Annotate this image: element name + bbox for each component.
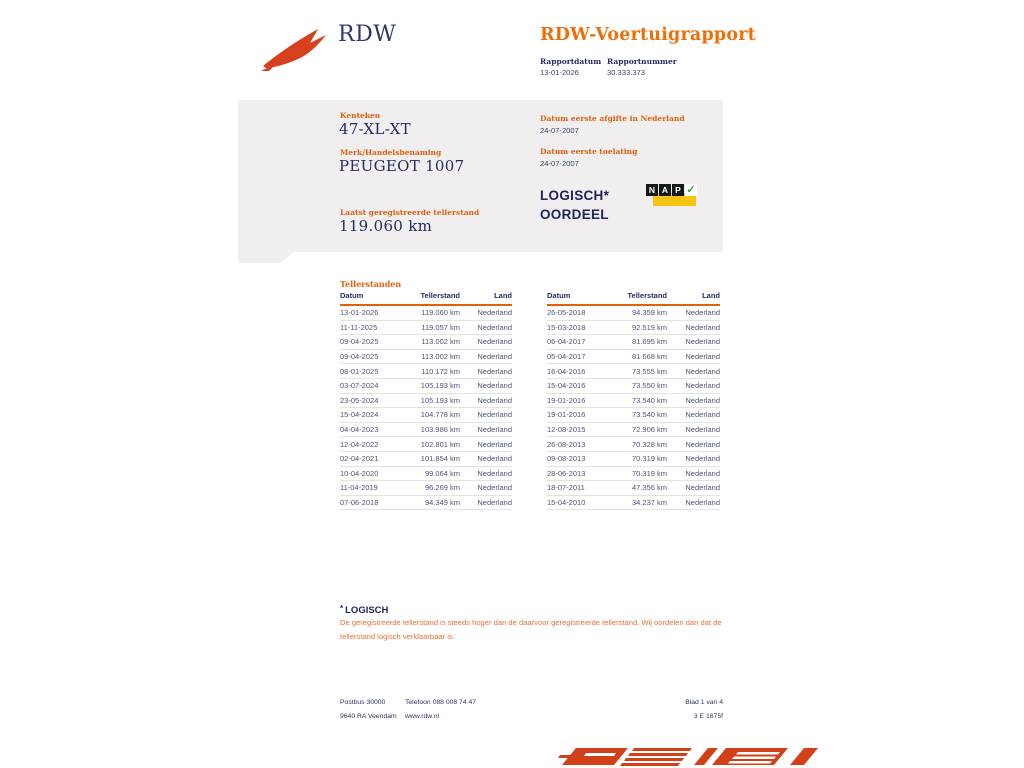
rdw-stripes-graphic-icon xyxy=(542,744,824,768)
table-header-row xyxy=(547,291,720,306)
table-row xyxy=(340,496,512,511)
table-cell: 19-01-2016 xyxy=(547,395,586,405)
table-row xyxy=(547,496,720,511)
table-cell: 13-01-2026 xyxy=(340,308,379,318)
table-cell: 15-04-2016 xyxy=(547,381,586,391)
tellerstanden-table-right xyxy=(547,291,720,510)
table-cell: 04-04-2023 xyxy=(340,425,379,435)
footer-form-number: 3 E 1675f xyxy=(693,713,723,720)
table-row xyxy=(547,321,720,336)
report-date-value: 13-01-2026 xyxy=(540,68,579,77)
table-cell: 09-04-2025 xyxy=(340,352,379,362)
table-cell: 26-08-2013 xyxy=(547,439,586,449)
table-row xyxy=(340,364,512,379)
footer-address-line2: 9640 RA Veendam xyxy=(340,713,397,720)
table-row xyxy=(340,423,512,438)
table-cell: 11-11-2025 xyxy=(340,322,378,332)
table-cell: 34.237 km xyxy=(631,498,667,508)
table-cell: Nederland xyxy=(477,308,512,318)
table-cell: 26-05-2018 xyxy=(547,308,586,318)
table-cell: 12-08-2015 xyxy=(547,425,586,435)
table-row xyxy=(340,394,512,409)
table-row xyxy=(547,335,720,350)
table-cell: Nederland xyxy=(477,381,512,391)
table-cell: Nederland xyxy=(477,425,512,435)
table-cell: Nederland xyxy=(477,454,512,464)
table-cell: Nederland xyxy=(477,322,512,332)
table-cell: Nederland xyxy=(685,395,720,405)
report-date-label: Rapportdatum xyxy=(540,57,602,66)
table-cell: Nederland xyxy=(685,468,720,478)
table-body xyxy=(547,306,720,510)
nap-letter-n: N xyxy=(646,184,658,196)
table-cell: 70.319 km xyxy=(631,454,667,464)
footnote-asterisk: * xyxy=(340,604,344,613)
table-row xyxy=(547,394,720,409)
table-cell: 73.555 km xyxy=(631,366,667,376)
table-cell: Nederland xyxy=(477,483,512,493)
table-row xyxy=(340,408,512,423)
table-row xyxy=(547,350,720,365)
table-cell: 23-05-2024 xyxy=(340,395,379,405)
table-cell: 06-04-2017 xyxy=(547,337,586,347)
eerste-afgifte-label: Datum eerste afgifte in Nederland xyxy=(540,114,685,123)
table-cell: Nederland xyxy=(477,468,512,478)
table-cell: 70.328 km xyxy=(631,439,667,449)
table-cell: 104.778 km xyxy=(420,410,460,420)
brand-text: RDW xyxy=(338,22,397,47)
table-cell: 105.193 km xyxy=(420,381,460,391)
table-cell: 81.695 km xyxy=(631,337,667,347)
table-cell: 110.172 km xyxy=(421,366,460,376)
table-cell: Nederland xyxy=(685,352,720,362)
oordeel-line1: LOGISCH* xyxy=(540,188,610,203)
eerste-toelating-value: 24-07-2007 xyxy=(540,159,579,168)
table-cell: 15-03-2018 xyxy=(547,322,586,332)
table-row xyxy=(340,437,512,452)
eerste-afgifte-value: 24-07-2007 xyxy=(540,126,579,135)
table-cell: 10-04-2020 xyxy=(340,468,379,478)
table-row xyxy=(340,350,512,365)
nap-letter-p: P xyxy=(672,184,684,196)
table-cell: Nederland xyxy=(477,410,512,420)
footer-website: www.rdw.nl xyxy=(405,713,439,720)
table-cell: Nederland xyxy=(685,483,720,493)
nap-check-icon: ✓ xyxy=(686,184,696,196)
table-cell: 119.060 km xyxy=(421,308,460,318)
footnote-text: De geregistreerde tellerstand is steeds hoger dan de daarvoor geregistreerde tellerstand. Wij oordelen dan dat de tellerstand logisch verklaarbaar is. xyxy=(340,618,722,641)
report-number-label: Rapportnummer xyxy=(607,57,677,66)
table-cell: 99.064 km xyxy=(424,468,460,478)
table-cell: Nederland xyxy=(685,308,720,318)
table-row xyxy=(547,379,720,394)
footnote-title-text: LOGISCH xyxy=(345,605,389,616)
table-row xyxy=(340,467,512,482)
report-number-value: 30.333.373 xyxy=(607,68,646,77)
table-cell: Nederland xyxy=(685,498,720,508)
table-row xyxy=(547,364,720,379)
kenteken-value: 47-XL-XT xyxy=(339,120,411,138)
column-header-land: Land xyxy=(702,291,720,300)
eerste-toelating-label: Datum eerste toelating xyxy=(540,147,638,156)
table-cell: 119.057 km xyxy=(421,322,460,332)
table-row xyxy=(340,379,512,394)
column-header-tellerstand: Tellerstand xyxy=(627,291,667,300)
footnote-title xyxy=(340,604,388,616)
table-cell: Nederland xyxy=(477,366,512,376)
table-cell: 47.356 km xyxy=(631,483,667,493)
table-cell: 09-04-2025 xyxy=(340,337,379,347)
table-cell: 103.986 km xyxy=(420,425,460,435)
table-cell: 19-01-2016 xyxy=(547,410,586,420)
column-header-datum: Datum xyxy=(340,291,364,300)
table-cell: 92.519 km xyxy=(631,322,667,332)
merk-value: PEUGEOT 1007 xyxy=(339,157,465,175)
column-header-land: Land xyxy=(494,291,512,300)
table-row xyxy=(547,452,720,467)
table-row xyxy=(340,321,512,336)
column-header-datum: Datum xyxy=(547,291,571,300)
tellerstanden-section-title: Tellerstanden xyxy=(340,279,402,289)
table-cell: 73.540 km xyxy=(631,410,667,420)
table-cell: 03-07-2024 xyxy=(340,381,379,391)
table-cell: 94.349 km xyxy=(424,498,460,508)
table-cell: 113.002 km xyxy=(421,352,460,362)
laatste-tellerstand-value: 119.060 km xyxy=(339,217,433,235)
table-row xyxy=(340,306,512,321)
table-row xyxy=(340,452,512,467)
table-cell: Nederland xyxy=(477,352,512,362)
table-row xyxy=(340,481,512,496)
table-cell: 73.550 km xyxy=(631,381,667,391)
table-row xyxy=(547,408,720,423)
table-cell: 11-04-2019 xyxy=(340,483,378,493)
merk-label: Merk/Handelsbenaming xyxy=(340,148,442,157)
table-cell: 72.906 km xyxy=(631,425,667,435)
table-body xyxy=(340,306,512,510)
table-cell: Nederland xyxy=(477,439,512,449)
table-cell: 102.801 km xyxy=(420,439,460,449)
table-cell: 101.854 km xyxy=(420,454,460,464)
table-cell: 18-07-2011 xyxy=(547,483,585,493)
table-cell: 15-04-2024 xyxy=(340,410,379,420)
table-cell: 07-06-2018 xyxy=(340,498,379,508)
table-cell: 113.002 km xyxy=(421,337,460,347)
table-row xyxy=(547,467,720,482)
nap-letter-a: A xyxy=(659,184,671,196)
table-row xyxy=(547,481,720,496)
footer-phone: Telefoon 088 008 74 47 xyxy=(405,699,477,706)
table-cell: Nederland xyxy=(685,366,720,376)
table-cell: Nederland xyxy=(685,381,720,391)
table-cell: Nederland xyxy=(685,337,720,347)
footer-page-indicator: Blad 1 van 4 xyxy=(685,699,723,706)
tellerstanden-table-left xyxy=(340,291,512,510)
table-cell: 16-04-2016 xyxy=(547,366,586,376)
table-cell: Nederland xyxy=(477,337,512,347)
table-cell: 96.269 km xyxy=(424,483,460,493)
table-row xyxy=(340,335,512,350)
nap-logo xyxy=(646,184,698,207)
table-cell: 70.319 km xyxy=(631,468,667,478)
table-cell: 105.193 km xyxy=(420,395,460,405)
table-cell: Nederland xyxy=(477,498,512,508)
table-cell: Nederland xyxy=(685,454,720,464)
page-title: RDW-Voertuigrapport xyxy=(540,25,756,45)
rdw-wing-logo-icon xyxy=(260,25,330,71)
column-header-tellerstand: Tellerstand xyxy=(420,291,460,300)
table-cell: 28-06-2013 xyxy=(547,468,586,478)
table-cell: 73.540 km xyxy=(631,395,667,405)
table-cell: Nederland xyxy=(685,322,720,332)
table-cell: 05-04-2017 xyxy=(547,352,586,362)
table-row xyxy=(547,306,720,321)
table-cell: Nederland xyxy=(685,425,720,435)
table-cell: Nederland xyxy=(477,395,512,405)
table-cell: 81.668 km xyxy=(631,352,667,362)
table-row xyxy=(547,437,720,452)
table-header-row xyxy=(340,291,512,306)
table-cell: 02-04-2021 xyxy=(340,454,379,464)
table-cell: Nederland xyxy=(685,410,720,420)
oordeel-line2: OORDEEL xyxy=(540,207,609,222)
table-cell: Nederland xyxy=(685,439,720,449)
table-row xyxy=(547,423,720,438)
table-cell: 09-08-2013 xyxy=(547,454,586,464)
footer-address-line1: Postbus 30000 xyxy=(340,699,386,706)
table-cell: 15-04-2010 xyxy=(547,498,586,508)
table-cell: 12-04-2022 xyxy=(340,439,379,449)
vehicle-info-panel-tab xyxy=(238,252,294,263)
table-cell: 94.359 km xyxy=(631,308,667,318)
kenteken-label: Kenteken xyxy=(340,111,381,120)
laatste-tellerstand-label: Laatst geregistreerde tellerstand xyxy=(340,208,480,217)
table-cell: 08-01-2025 xyxy=(340,366,379,376)
